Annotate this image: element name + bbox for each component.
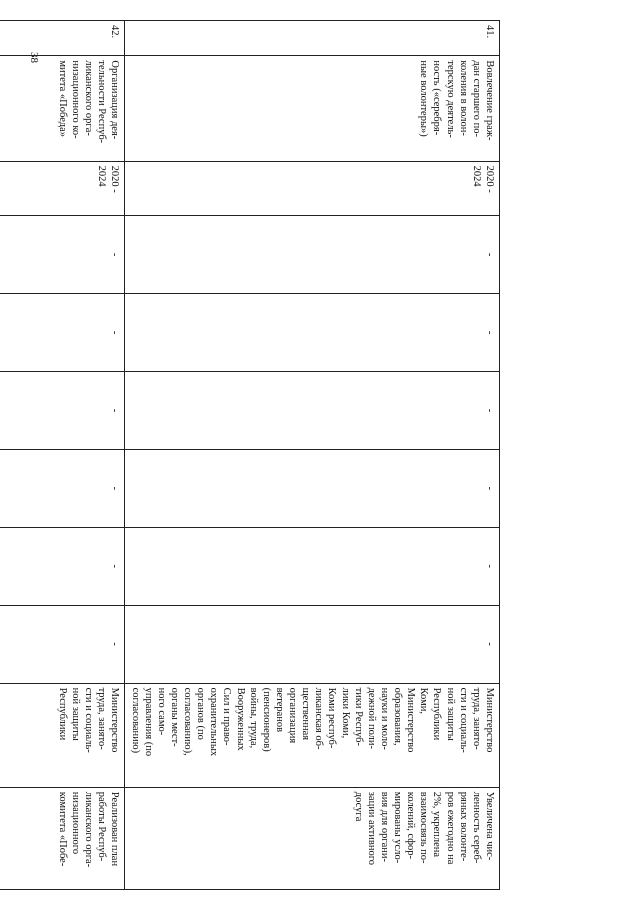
period: 2020 - 2024: [0, 161, 125, 216]
table-row: [0, 21, 125, 890]
value-cell: -: [125, 216, 500, 294]
program-activities-table: [0, 20, 500, 890]
row-number: 42.: [0, 21, 125, 56]
expected-result: Реализован план работы Респуб- ликанского орга- низационного комитета «Побе-: [0, 787, 125, 889]
executors: Министерство труда, занято- сти и социаль- ной защиты Республики Коми, Министерство образования, науки и моло- дежной поли- тики Респуб- лики Коми, Коми респуб- ликанская об- щественная организация ветеранов (пенсионеров) войны, труда, Вооруженных Сил и право- охранительных органов (по согласованию), органы мест- ного само- управления (по согласованию): [125, 683, 500, 787]
value-cell: -: [125, 294, 500, 372]
table-row: [125, 21, 500, 890]
page-number: 38: [28, 52, 40, 63]
row-number: 41.: [125, 21, 500, 56]
value-cell: -: [125, 449, 500, 527]
expected-result: Увеличена чис- ленность сереб- ряных волонте- ров ежегодно на 2%, укреплена взаимосвязь по- колений, сфор- мированы усло- вия для органи- зации активного досуга: [125, 787, 500, 889]
value-cell: -: [0, 294, 125, 372]
value-cell: -: [0, 216, 125, 294]
value-cell: -: [125, 605, 500, 683]
period: 2020 - 2024: [125, 161, 500, 216]
value-cell: -: [125, 372, 500, 450]
value-cell: -: [0, 527, 125, 605]
value-cell: -: [0, 605, 125, 683]
table-rotated-wrapper: [57, 20, 500, 890]
activity-name: Вовлечение граж- дан старшего по- коления в волон- терскую деятель- ность («серебря- ные волонтеры»): [125, 56, 500, 161]
activity-name: Организация дея- тельности Респуб- ликанского орга- низационного ко- митета «Победа»: [0, 56, 125, 161]
value-cell: -: [0, 372, 125, 450]
value-cell: -: [0, 449, 125, 527]
value-cell: -: [125, 527, 500, 605]
executors: Министерство труда, занято- сти и социаль- ной защиты Республики: [0, 683, 125, 787]
